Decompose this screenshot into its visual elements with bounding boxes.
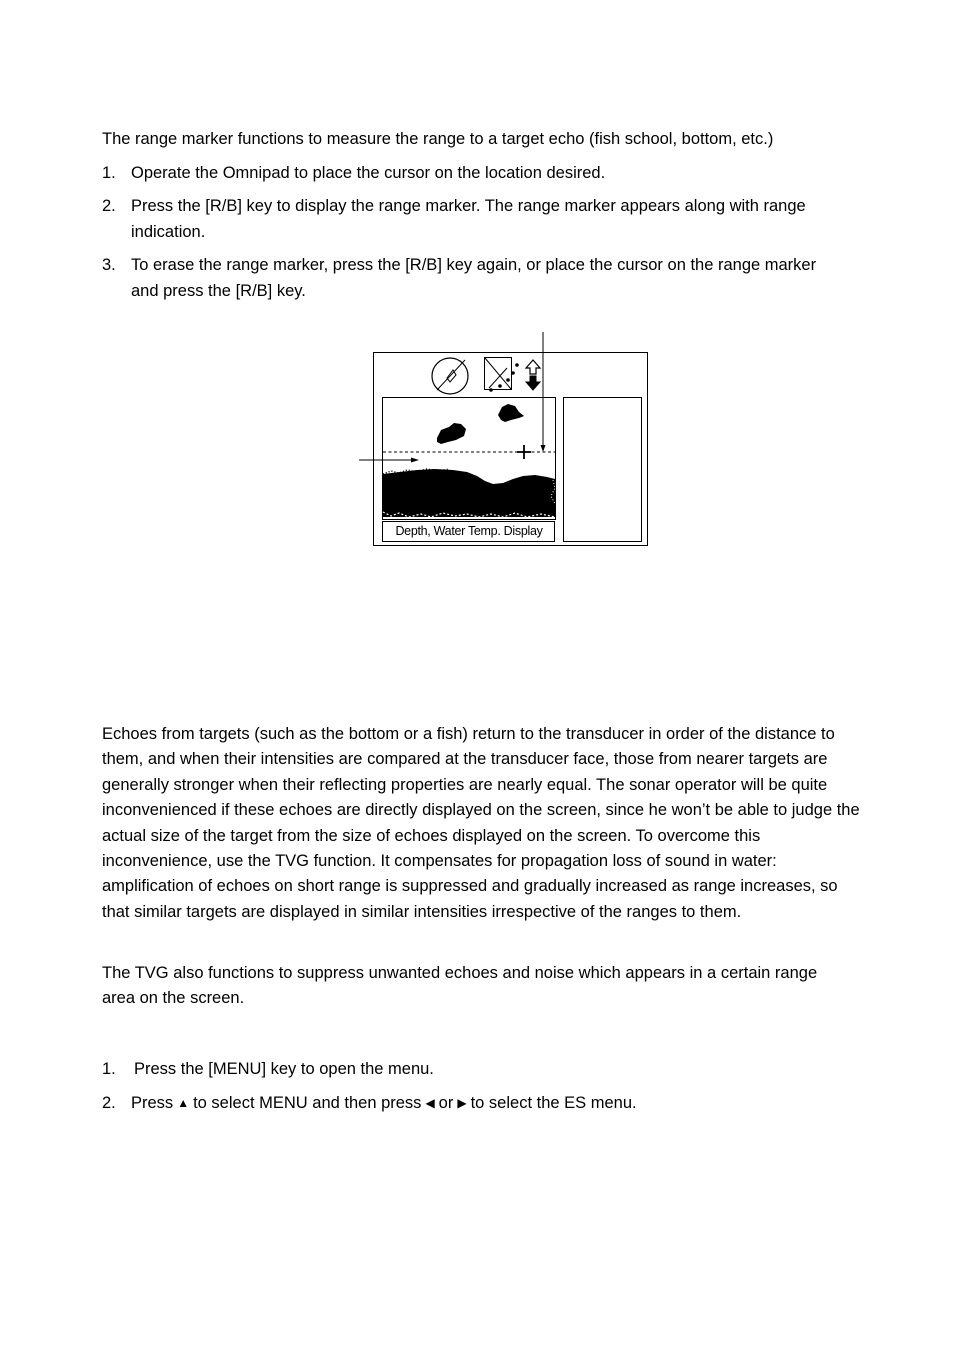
- fish-echo: [498, 404, 524, 422]
- list-item: [102, 1090, 842, 1116]
- bottom-echo: [383, 469, 555, 517]
- left-arrow-icon: ◀: [425, 1096, 435, 1110]
- figure-caption: Depth, Water Temp. Display: [395, 524, 543, 538]
- range-marker-figure: [355, 330, 655, 552]
- track-plot-icon: [485, 358, 519, 392]
- step-text: Operate the Omnipad to place the cursor on the location desired.: [131, 164, 606, 182]
- step-text-part: to select the ES menu.: [470, 1094, 637, 1112]
- cursor-cross-icon: [517, 445, 531, 459]
- step-number: 2.: [102, 197, 116, 215]
- up-down-arrow-icon: [526, 360, 540, 390]
- tvg-paragraph: Echoes from targets (such as the bottom or a fish) return to the transducer in order of the distance to them, and when their intensities are compared at the transducer face, those from nearer targets are generally stronger when their reflecting properties are nearly equal. The sonar operator will be quite inconvenienced if these echoes are directly displayed on the screen, since he won’t be able to judge the actual size of the target from the size of echoes displayed on the screen. To overcome this inconvenience, use the TVG function. It compensates for propagation loss of sound in water: amplification of echoes on short range is suppressed and gradually increased as range increases, so that similar targets are displayed in similar intensities irrespective of the ranges to them.: [102, 725, 860, 921]
- list-item: [102, 1056, 842, 1082]
- step-text-part: Press: [131, 1094, 174, 1112]
- step-number: 1.: [102, 1060, 116, 1078]
- up-arrow-icon: ▲: [177, 1096, 190, 1110]
- step-text-part: or: [438, 1094, 454, 1112]
- tvg-paragraph: The TVG also functions to suppress unwanted echoes and noise which appears in a certain range area on the screen.: [102, 964, 818, 1008]
- step-text: [131, 1090, 842, 1116]
- fish-echo: [437, 423, 466, 444]
- step-text: To erase the range marker, press the [R/B] key again, or place the cursor on the range marker and press the [R/B] key.: [131, 256, 817, 300]
- range-marker-intro: The range marker functions to measure the range to a target echo (fish school, bottom, etc.): [102, 130, 774, 148]
- compass-icon: [432, 358, 468, 394]
- right-arrow-icon: ▶: [457, 1096, 467, 1110]
- step-text: Press the [MENU] key to open the menu.: [134, 1060, 434, 1078]
- step-text: Press the [R/B] key to display the range marker. The range marker appears along with range indication.: [131, 197, 806, 241]
- step-number: 2.: [102, 1094, 116, 1112]
- display-illustration: [355, 330, 655, 552]
- step-number: 1.: [102, 164, 116, 182]
- step-number: 3.: [102, 256, 116, 274]
- list-item: [102, 193, 822, 245]
- list-item: [102, 252, 822, 304]
- step-text-part: to select MENU and then press: [193, 1094, 422, 1112]
- side-panel: [564, 398, 642, 542]
- list-item: [102, 160, 842, 186]
